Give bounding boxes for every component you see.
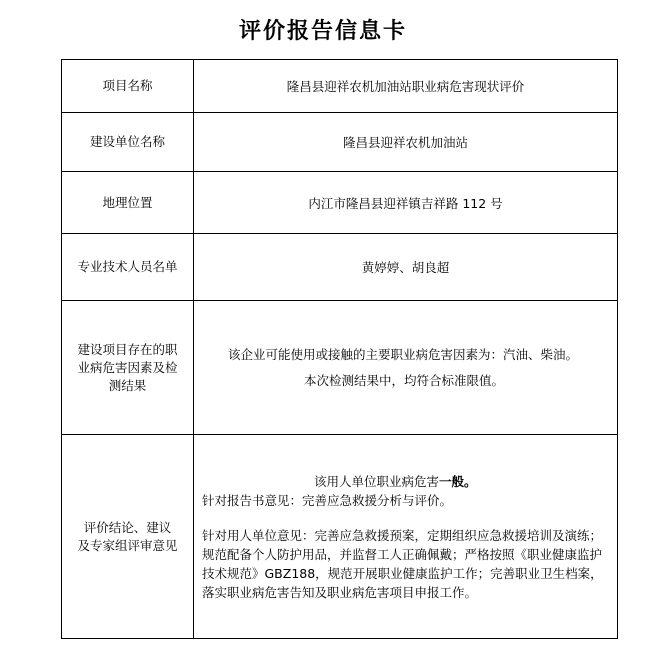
unit-name-value: 隆昌县迎祥农机加油站 — [194, 113, 618, 172]
hazard-result-text: 本次检测结果中，均符合标准限值。 — [304, 372, 505, 388]
staff-value: 黄婷婷、胡良超 — [194, 234, 618, 301]
hazard-level-text — [202, 472, 611, 491]
hazard-level-grade: 一般。 — [439, 473, 477, 489]
conclusion-value — [194, 435, 618, 639]
hazard-factors-text: 该企业可能使用或接触的主要职业病危害因素为：汽油、柴油。 — [228, 346, 579, 362]
table-row — [62, 60, 618, 113]
employer-opinion-text: 针对用人单位意见：完善应急救援预案，定期组织应急救援培训及演练；规范配备个人防护用品，并监督工人正确佩戴；严格按照《职业健康监护技术规范》GBZ188，规范开展职业健康监护工作；完善职业卫生档案，落实职业病危害告知及职业病危害项目申报工作。 — [202, 527, 603, 600]
table-row — [62, 172, 618, 234]
location-label: 地理位置 — [62, 172, 194, 234]
table-row — [62, 113, 618, 172]
conclusion-label-line: 评价结论、建议 — [83, 519, 172, 535]
unit-name-label: 建设单位名称 — [62, 113, 194, 172]
conclusion-label — [62, 435, 194, 639]
hazard-level-prefix: 该用人单位职业病危害 — [314, 473, 440, 489]
table-row — [62, 234, 618, 301]
project-name-label: 项目名称 — [62, 60, 194, 113]
report-opinion-text: 针对报告书意见：完善应急救援分析与评价。 — [202, 492, 453, 508]
hazard-label-line: 建设项目存在的职 — [77, 341, 178, 357]
hazard-label-line: 业病危害因素及检 — [77, 359, 178, 375]
info-table — [61, 59, 618, 639]
project-name-value: 隆昌县迎祥农机加油站职业病危害现状评价 — [194, 60, 618, 113]
location-value: 内江市隆昌县迎祥镇吉祥路 112 号 — [194, 172, 618, 234]
hazard-label-line: 测结果 — [108, 377, 147, 393]
conclusion-label-line: 及专家组评审意见 — [77, 537, 178, 553]
hazard-value — [194, 301, 618, 435]
staff-label: 专业技术人员名单 — [62, 234, 194, 301]
hazard-label — [62, 301, 194, 435]
page-title: 评价报告信息卡 — [238, 19, 407, 44]
table-row — [62, 435, 618, 639]
table-row — [62, 301, 618, 435]
